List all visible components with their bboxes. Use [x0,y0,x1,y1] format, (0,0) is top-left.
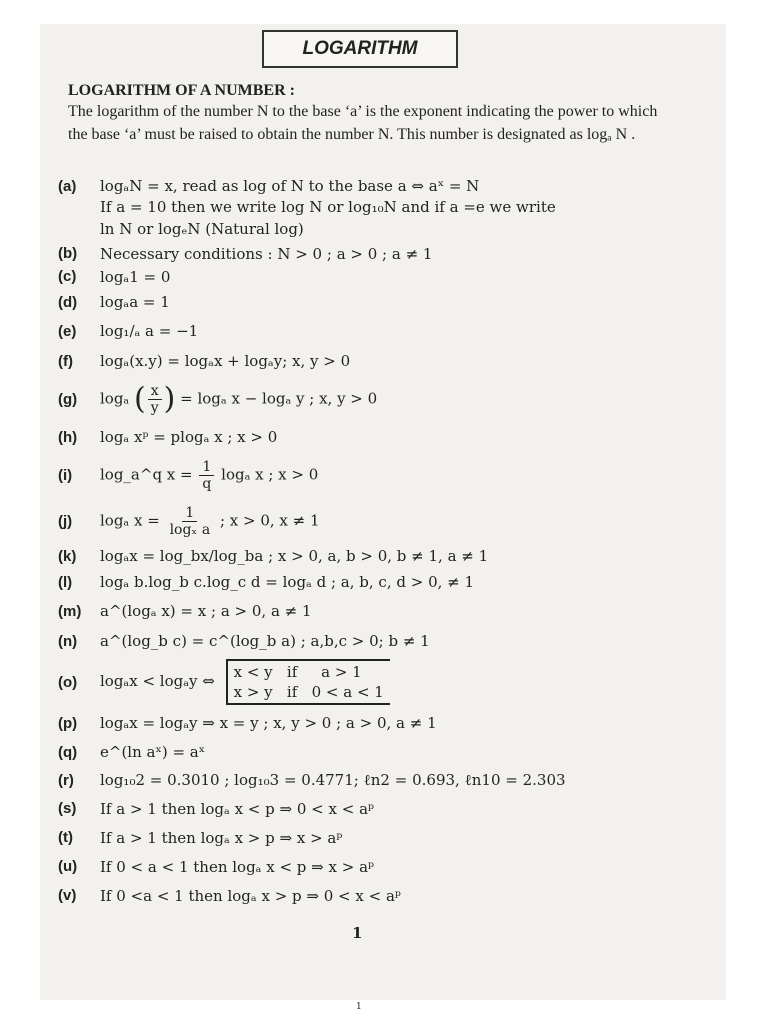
formula-suffix: ; x > 0, x ≠ 1 [219,511,320,529]
case-line: x < y if a > 1 [233,663,362,681]
document-page [40,24,726,1000]
list-item [58,626,708,656]
item-label: (n) [58,632,78,650]
page-title: LOGARITHM [262,30,458,68]
list-item [58,422,708,452]
list-item [58,544,708,568]
item-label: (m) [58,602,82,620]
formula-suffix: = logₐ x − logₐ y ; x, y > 0 [180,389,378,407]
item-label: (f) [58,352,73,370]
list-item [58,738,708,766]
list-item [58,708,708,738]
formula-prefix: log_a^q x = [100,465,193,483]
list-item [58,766,708,794]
item-text: logₐN = x, read as log of N to the base a ⇔ aˣ = N [100,177,480,195]
item-label: (e) [58,322,77,340]
item-label: (h) [58,428,78,446]
item-label: (c) [58,268,77,285]
item-text [100,505,320,538]
item-label: (k) [58,547,77,565]
fraction [167,505,214,538]
list-item [58,656,708,708]
item-continuation: ln N or logₑN (Natural log) [100,220,304,238]
right-paren: ) [163,381,176,416]
footer-page-number: 1 [356,1002,362,1012]
list-item [58,794,708,823]
fraction [148,383,162,416]
item-text: Necessary conditions : N > 0 ; a > 0 ; a ≠ 1 [100,244,433,263]
item-text [100,383,377,416]
item-label: (a) [58,177,77,195]
list-item [58,852,708,881]
fraction-numerator: 1 [199,459,214,476]
list-item [58,346,708,376]
formula-prefix: logₐ x = [100,511,160,529]
fraction-denominator: y [150,399,159,416]
fraction-denominator: q [202,475,212,492]
item-label: (l) [58,573,73,591]
list-item [58,498,708,544]
formula-suffix: logₐ x ; x > 0 [221,465,319,483]
item-text: logₐ b.log_b c.log_c d = logₐ d ; a, b, c, d > 0, ≠ 1 [100,573,475,591]
list-item [58,288,708,316]
list-item [58,452,708,498]
item-text: If a > 1 then logₐ x < p ⇒ 0 < x < aᵖ [100,799,375,818]
case-line: x > y if 0 < a < 1 [233,683,384,701]
list-item [58,265,708,288]
item-text: logₐ xᵖ = plogₐ x ; x > 0 [100,428,278,446]
list-item [58,376,708,422]
fraction-numerator: 1 [182,505,197,522]
left-paren: ( [134,381,146,416]
formula-prefix: logₐ [100,389,130,407]
item-label: (j) [58,512,73,530]
item-text: log₁₀2 = 0.3010 ; log₁₀3 = 0.4771; ℓn2 = 0.693, ℓn10 = 2.303 [100,770,566,789]
list-item [58,242,708,265]
formula-prefix: logₐx < logₐy ⇔ [100,672,215,690]
intro-paragraph: The logarithm of the number N to the base ‘a’ is the exponent indicating the power to which the base ‘a’ must be raised to obtain the number N. This number is designated as logₐ N . [68,103,658,143]
item-text: If a > 1 then logₐ x > p ⇒ x > aᵖ [100,828,343,847]
item-text: logₐx = logₐy ⇒ x = y ; x, y > 0 ; a > 0, a ≠ 1 [100,714,437,732]
item-text: logₐ1 = 0 [100,267,171,286]
item-label: (t) [58,829,73,846]
item-continuation: If a = 10 then we write log N or log₁₀N and if a =e we write [100,198,556,216]
list-item [58,823,708,852]
item-label: (i) [58,466,73,484]
item-text: a^(log_b c) = c^(log_b a) ; a,b,c > 0; b ≠ 1 [100,632,430,650]
item-text: log₁/ₐ a = −1 [100,322,199,340]
list-item [58,316,708,346]
properties-list [58,174,708,910]
item-text: e^(ln aˣ) = aˣ [100,743,206,761]
item-text: logₐx = log_bx/log_ba ; x > 0, a, b > 0, b ≠ 1, a ≠ 1 [100,547,489,565]
item-label: (u) [58,858,78,875]
item-text [100,659,390,705]
fraction-denominator: logₓ a [169,521,211,538]
item-text: If 0 <a < 1 then logₐ x > p ⇒ 0 < x < aᵖ [100,886,401,905]
item-text: logₐ(x.y) = logₐx + logₐy; x, y > 0 [100,352,351,370]
case-bracket [226,659,390,705]
item-label: (s) [58,800,77,817]
section-heading: LOGARITHM OF A NUMBER : [68,82,295,99]
item-text [100,459,318,492]
item-label: (o) [58,673,78,691]
item-label: (d) [58,293,78,311]
item-label: (q) [58,743,78,761]
page-number: 1 [352,924,363,942]
list-item [58,174,708,198]
item-text: a^(logₐ x) = x ; a > 0, a ≠ 1 [100,602,312,620]
item-label: (r) [58,771,74,789]
item-label: (g) [58,390,78,408]
item-label: (p) [58,714,78,732]
item-text: logₐa = 1 [100,293,170,311]
item-label: (v) [58,887,77,904]
list-item [58,568,708,596]
fraction [199,459,214,492]
item-text: If 0 < a < 1 then logₐ x < p ⇒ x > aᵖ [100,857,375,876]
fraction-numerator: x [148,383,162,400]
item-label: (b) [58,245,78,262]
list-item [58,881,708,910]
list-item [58,596,708,626]
